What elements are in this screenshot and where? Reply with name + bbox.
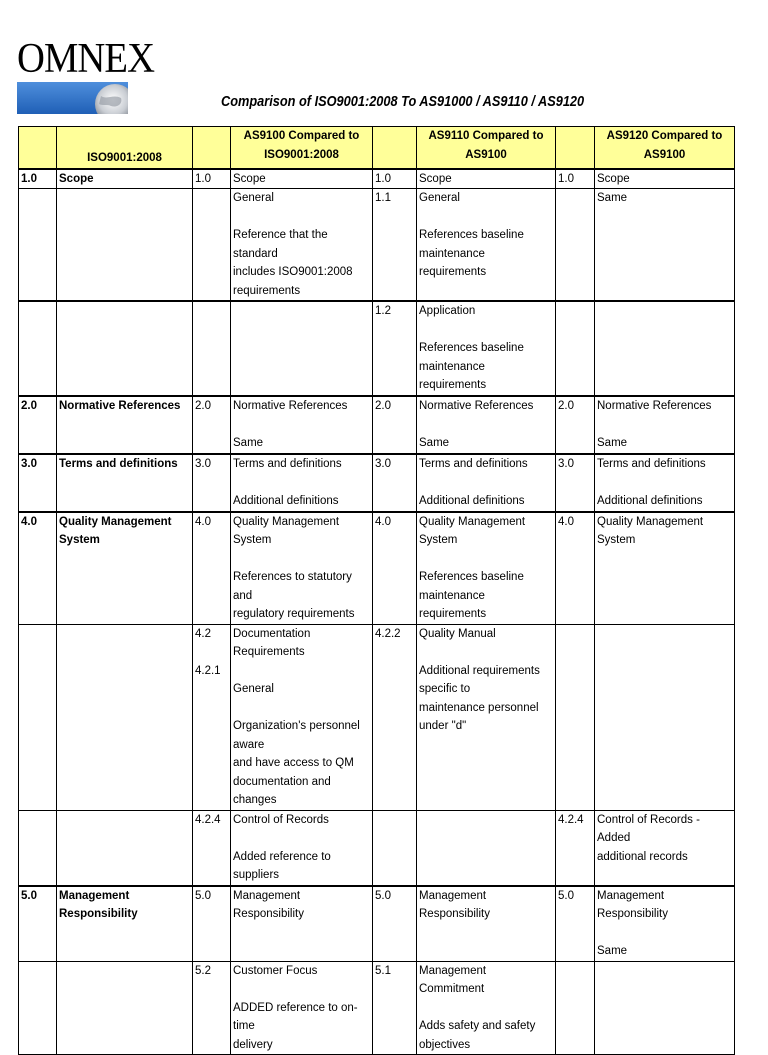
clause-number: 4.0 [19, 512, 57, 625]
as9120-number: 2.0 [556, 396, 595, 454]
header-blank [19, 127, 57, 169]
as9110-cell [417, 301, 556, 396]
header-row [19, 127, 735, 169]
table-row [19, 189, 735, 302]
as9120-note: Same [597, 945, 628, 957]
as9100-cell [231, 396, 373, 454]
as9100-number: 3.0 [193, 454, 231, 512]
as9110-cell [417, 396, 556, 454]
as9100-number: 4.2 [195, 627, 211, 640]
as9110-number: 1.1 [373, 189, 417, 302]
as9110-title: Normative References [419, 399, 534, 412]
as9110-number: 3.0 [373, 454, 417, 512]
as9110-title: Quality Manual [419, 627, 496, 640]
as9120-note: Additional definitions [597, 494, 703, 507]
table-row [19, 396, 735, 454]
as9110-title: Management Responsibility [417, 886, 556, 962]
as9120-title: Quality Management System [595, 512, 735, 625]
clause-name: Management Responsibility [57, 886, 193, 962]
table-row [19, 454, 735, 512]
header-blank [556, 127, 595, 169]
table-row [19, 886, 735, 962]
as9100-cell [231, 189, 373, 302]
as9110-number: 4.2.2 [373, 624, 417, 810]
as9110-title: Quality Management System [419, 515, 526, 546]
as9120-title: Control of Records - Added additional records [595, 810, 735, 886]
as9100-number: 1.0 [193, 169, 231, 189]
as9100-cell [231, 454, 373, 512]
clause-number: 3.0 [19, 454, 57, 512]
omnex-logo [17, 36, 155, 115]
as9120-number: 4.0 [556, 512, 595, 625]
as9120-number: 4.2.4 [556, 810, 595, 886]
as9100-note: Reference that the standard includes ISO9001:2008 requirements [233, 229, 353, 297]
as9100-number: 4.2.4 [193, 810, 231, 886]
header-as9110: AS9110 Compared to AS9100 [417, 127, 556, 169]
document-title: Comparison of ISO9001:2008 To AS91000 / AS9110 / AS9120 [221, 94, 585, 110]
header-as9100: AS9100 Compared to ISO9001:2008 [231, 127, 373, 169]
header-iso9001: ISO9001:2008 [57, 127, 193, 169]
globe-icon [17, 82, 128, 114]
as9110-note: Adds safety and safety objectives [419, 1020, 536, 1051]
as9110-number: 1.0 [373, 169, 417, 189]
as9110-title: Application [419, 305, 476, 317]
table-row [19, 169, 735, 189]
as9120-cell [595, 454, 735, 512]
as9100-note: Additional definitions [233, 494, 339, 507]
as9100-note: Added reference to suppliers [233, 850, 331, 881]
as9120-title: Terms and definitions [597, 457, 706, 470]
as9100-title: Scope [231, 169, 373, 189]
clause-name: Quality Management System [57, 512, 193, 625]
as9110-title: Management Commitment [419, 964, 487, 995]
clause-name: Scope [57, 169, 193, 189]
as9100-title: Management Responsibility [231, 886, 373, 962]
as9110-number: 4.0 [373, 512, 417, 625]
table-row [19, 512, 735, 625]
table-row [19, 810, 735, 886]
as9100-cell [231, 961, 373, 1055]
as9100-cell [231, 512, 373, 625]
as9100-title: Quality Management System [233, 515, 340, 546]
clause-name: Terms and definitions [57, 454, 193, 512]
as9100-cell [231, 810, 373, 886]
as9110-cell [417, 189, 556, 302]
as9100-subtitle: General [233, 683, 274, 695]
clause-number: 5.0 [19, 886, 57, 962]
header-blank [373, 127, 417, 169]
header-blank [193, 127, 231, 169]
as9120-number: 3.0 [556, 454, 595, 512]
logo-wordmark: OMNEX [17, 36, 155, 82]
as9100-title: General [233, 192, 274, 204]
as9120-title: Management Responsibility [597, 889, 668, 920]
header-as9120: AS9120 Compared to AS9100 [595, 127, 735, 169]
clause-number: 1.0 [19, 169, 57, 189]
as9100-title: Control of Records [233, 813, 329, 826]
as9100-number: 5.0 [193, 886, 231, 962]
as9100-title: Documentation Requirements [233, 627, 311, 658]
as9110-note: References baseline maintenance requirements [419, 571, 524, 620]
as9110-title: Scope [417, 169, 556, 189]
as9110-note: Same [419, 436, 450, 449]
as9110-note: Additional requirements specific to maintenance personnel under "d" [419, 664, 540, 732]
as9120-note: Same [597, 436, 628, 449]
as9100-number: 2.0 [193, 396, 231, 454]
as9100-cell [231, 624, 373, 810]
as9110-cell [417, 512, 556, 625]
as9110-cell [417, 454, 556, 512]
as9120-title: Scope [595, 169, 735, 189]
as9110-note: References baseline maintenance requirements [419, 342, 524, 391]
as9100-numbers [193, 624, 231, 810]
as9100-title: Customer Focus [233, 964, 318, 977]
as9120-number: 1.0 [556, 169, 595, 189]
as9100-note: References to statutory and regulatory requirements [233, 571, 355, 620]
as9110-title: General [419, 192, 460, 204]
as9100-number: 5.2 [193, 961, 231, 1055]
as9100-title: Terms and definitions [233, 457, 342, 470]
as9110-number: 2.0 [373, 396, 417, 454]
as9100-number: 4.0 [193, 512, 231, 625]
as9120-number: 5.0 [556, 886, 595, 962]
as9100-number: 4.2.1 [195, 664, 221, 677]
as9110-note: Additional definitions [419, 494, 525, 507]
as9100-title: Normative References [233, 399, 348, 412]
as9110-title: Terms and definitions [419, 457, 528, 470]
as9110-cell [417, 961, 556, 1055]
as9100-note: ADDED reference to on-time delivery [233, 1001, 358, 1051]
as9120-cell [595, 396, 735, 454]
table-row [19, 624, 735, 810]
table-row [19, 961, 735, 1055]
clause-name: Normative References [57, 396, 193, 454]
as9110-note: References baseline maintenance requirements [419, 229, 524, 278]
as9110-number: 1.2 [373, 301, 417, 396]
as9110-cell [417, 624, 556, 810]
as9120-title: Normative References [597, 399, 712, 412]
as9100-note: Same [233, 436, 264, 449]
clause-number: 2.0 [19, 396, 57, 454]
table-row [19, 301, 735, 396]
as9120-cell [595, 886, 735, 962]
as9110-number: 5.0 [373, 886, 417, 962]
as9110-number: 5.1 [373, 961, 417, 1055]
comparison-table [18, 126, 735, 1055]
as9100-note: Organization's personnel aware and have access to QM documentation and changes [233, 720, 360, 806]
as9120-note: Same [595, 189, 735, 302]
